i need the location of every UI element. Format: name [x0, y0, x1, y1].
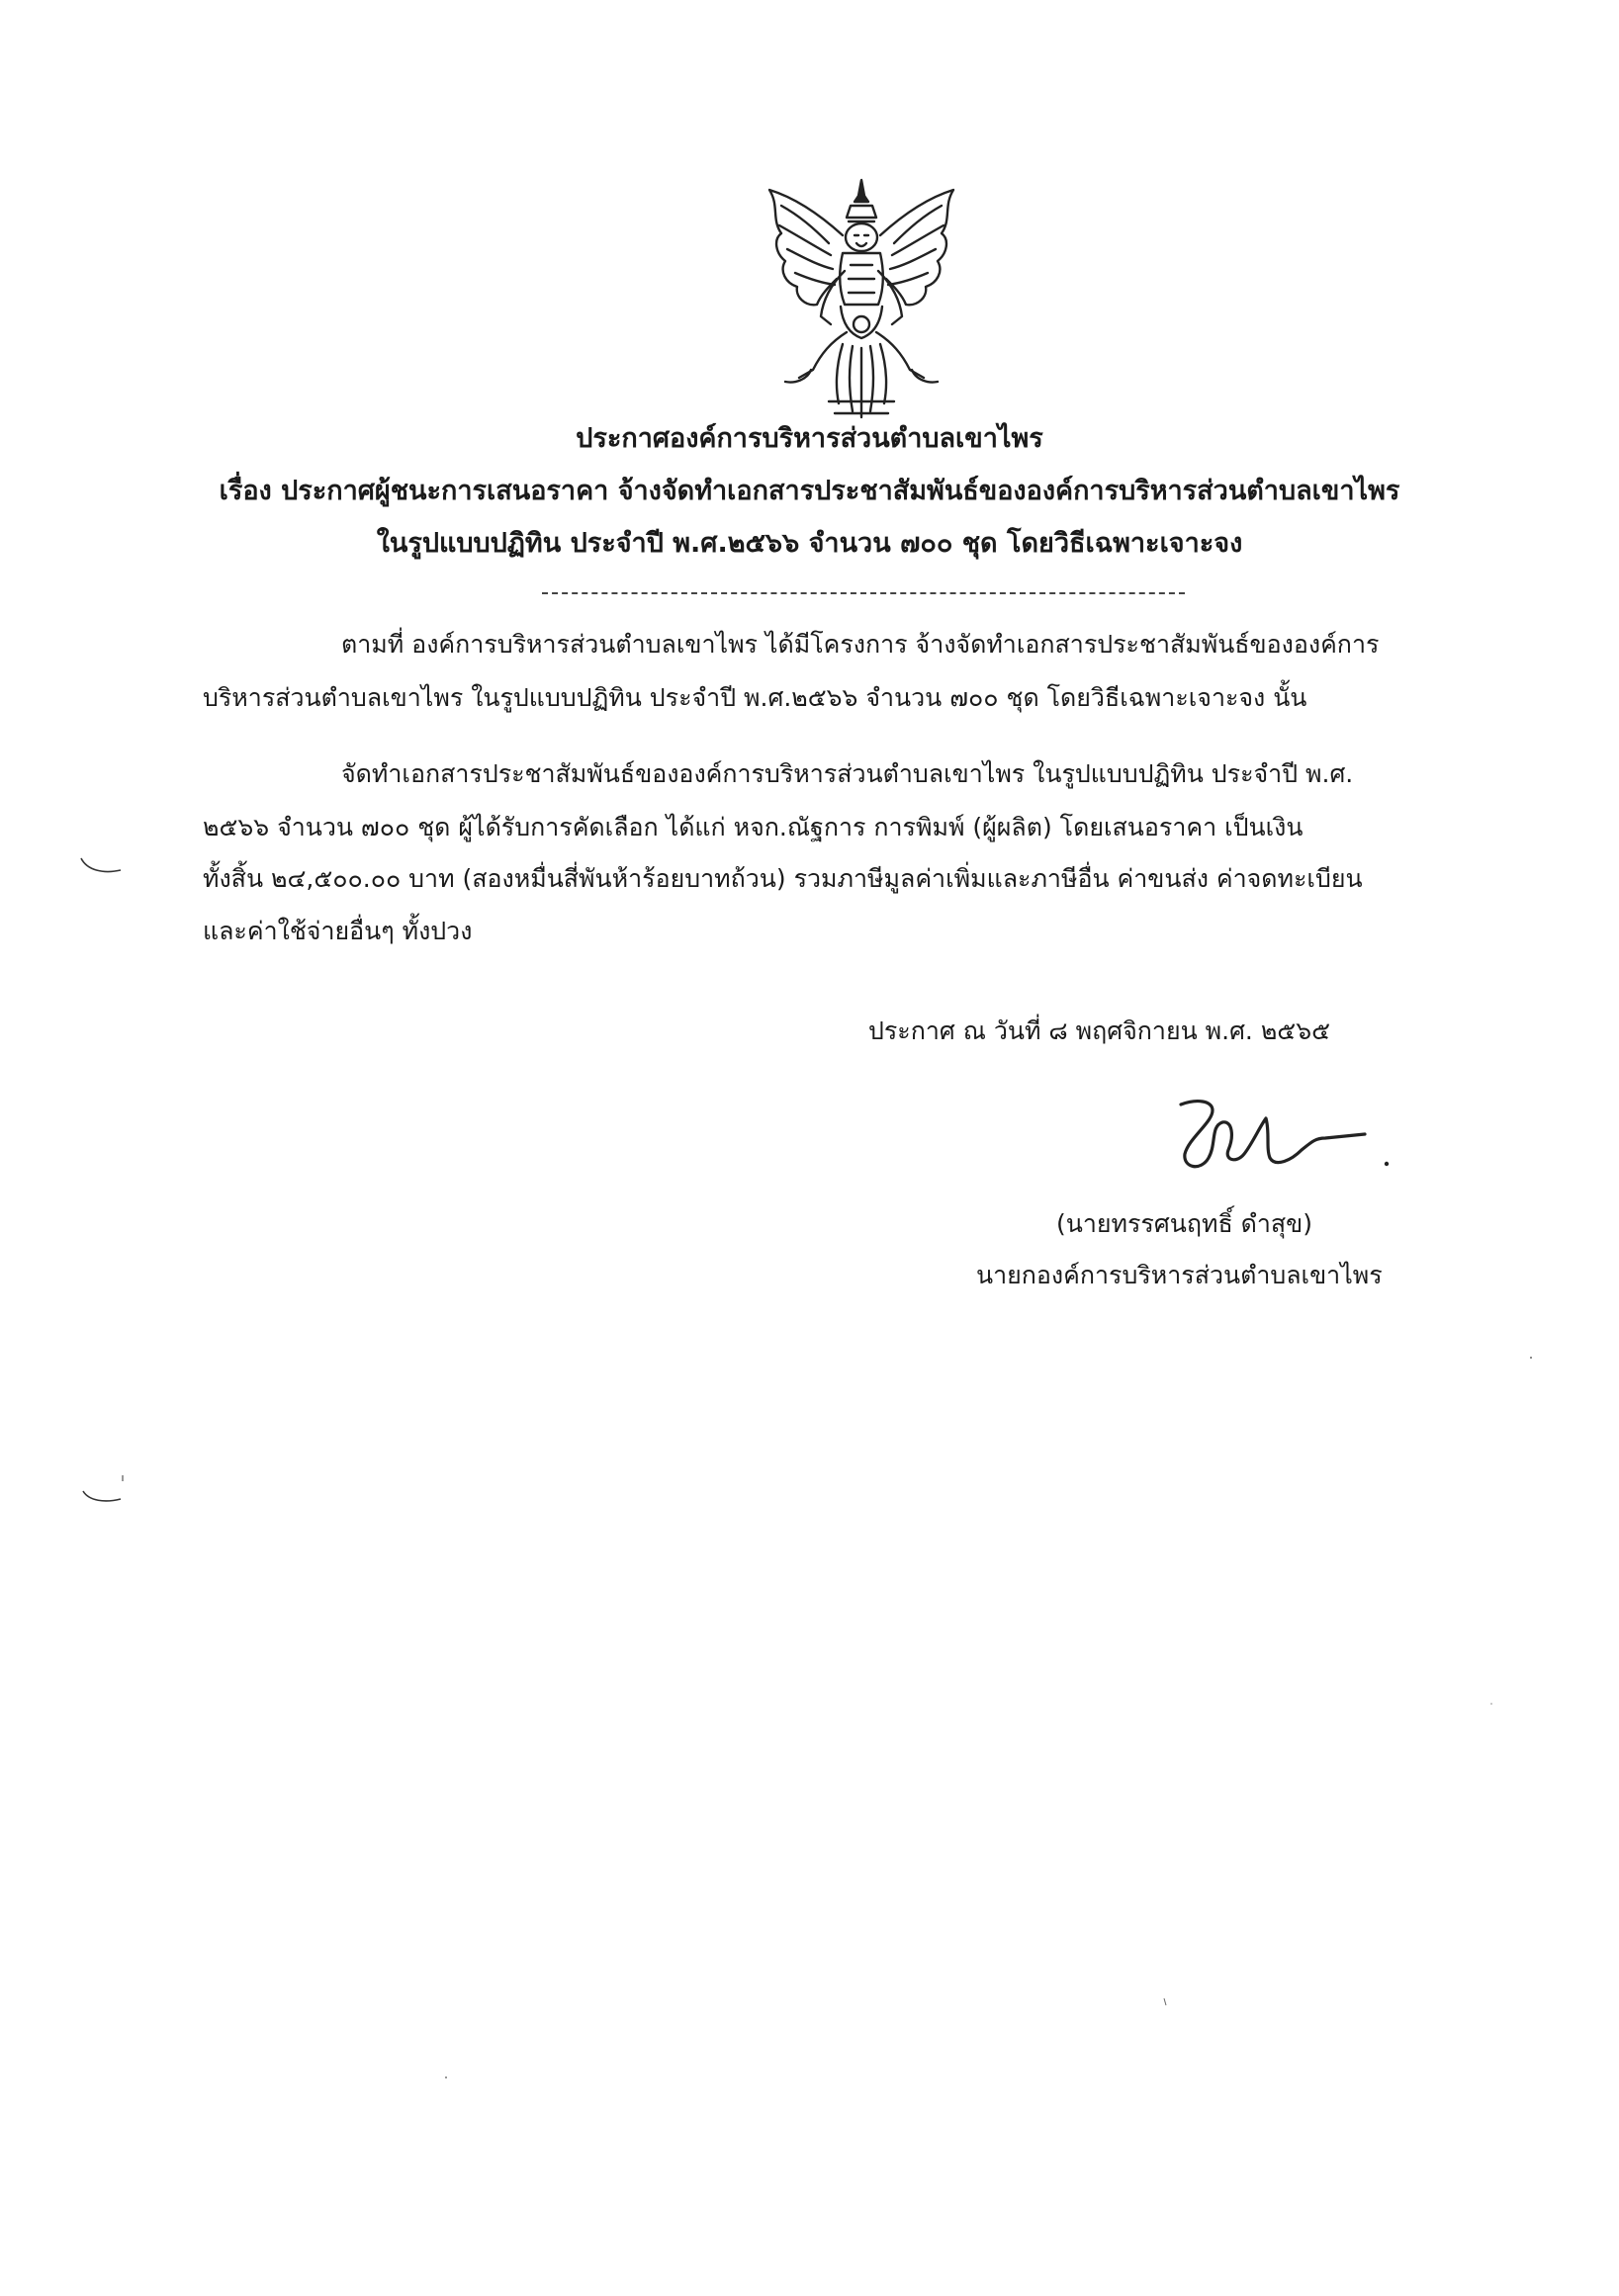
paragraph-2-line-3: ทั้งสิ้น ๒๔,๕๐๐.๐๐ บาท (สองหมื่นสี่พันห้าร้อยบาทถ้วน) รวมภาษีมูลค่าเพิ่มและภาษีอื่น ค่าขนส่ง ค่าจดทะเบียน	[203, 864, 1363, 893]
paragraph-2-line-4: และค่าใช้จ่ายอื่นๆ ทั้งปวง	[203, 917, 473, 945]
paragraph-1-line-2: บริหารส่วนตำบลเขาไพร ในรูปแบบปฏิทิน ประจำปี พ.ศ.๒๕๖๖ จำนวน ๗๐๐ ชุด โดยวิธีเฉพาะเจาะจง นั้น	[203, 683, 1307, 712]
signer-name: (นายทรรศนฤทธิ์ ดำสุข)	[1056, 1209, 1313, 1238]
handwritten-signature	[1167, 1093, 1394, 1182]
announcement-subject-continued: ในรูปแบบปฏิทิน ประจำปี พ.ศ.๒๕๖๖ จำนวน ๗๐๐ ชุด โดยวิธีเฉพาะเจาะจง	[376, 528, 1243, 559]
scan-speck	[443, 2075, 449, 2080]
paragraph-1-line-1: ตามที่ องค์การบริหารส่วนตำบลเขาไพร ได้มีโครงการ จ้างจัดทำเอกสารประชาสัมพันธ์ขององค์การ	[341, 630, 1380, 659]
scan-speck	[1528, 1355, 1534, 1361]
announcement-date: ประกาศ ณ วันที่ ๘ พฤศจิกายน พ.ศ. ๒๕๖๕	[868, 1016, 1331, 1045]
scan-speck	[1162, 1997, 1168, 2007]
signer-title: นายกองค์การบริหารส่วนตำบลเขาไพร	[976, 1261, 1383, 1289]
garuda-emblem-icon	[752, 176, 971, 423]
paragraph-2-line-1: จัดทำเอกสารประชาสัมพันธ์ขององค์การบริหารส่วนตำบลเขาไพร ในรูปแบบปฏิทิน ประจำปี พ.ศ.	[341, 759, 1354, 788]
paragraph-2-line-2: ๒๕๖๖ จำนวน ๗๐๐ ชุด ผู้ได้รับการคัดเลือก ได้แก่ หจก.ณัฐการ การพิมพ์ (ผู้ผลิต) โดยเสนอราคา เป็นเงิน	[203, 813, 1304, 841]
scan-speck	[1488, 1701, 1494, 1707]
announcement-heading: ประกาศองค์การบริหารส่วนตำบลเขาไพร	[576, 423, 1043, 454]
announcement-subject: เรื่อง ประกาศผู้ชนะการเสนอราคา จ้างจัดทำเอกสารประชาสัมพันธ์ขององค์การบริหารส่วนตำบลเขาไพร	[219, 476, 1400, 506]
heading-divider	[542, 592, 1185, 594]
punch-hole-mark	[77, 852, 127, 880]
punch-hole-mark	[79, 1471, 129, 1511]
